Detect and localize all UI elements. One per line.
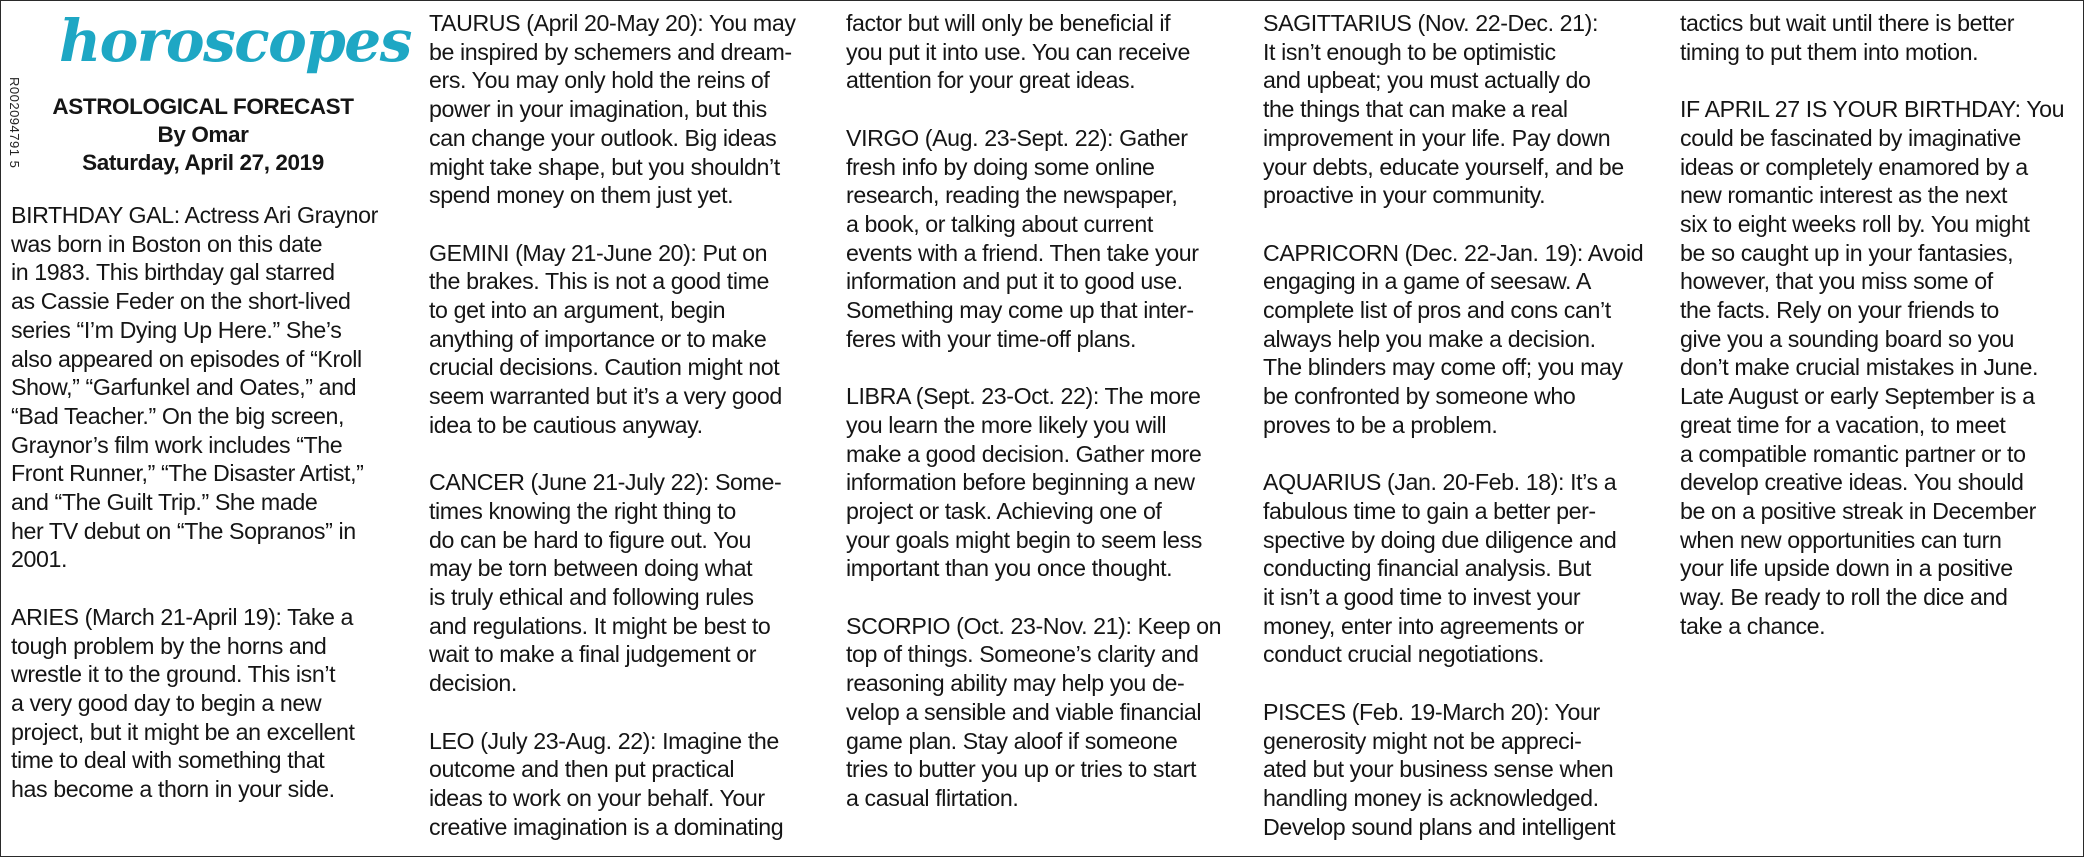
text-line: VIRGO (Aug. 23-Sept. 22): Gather [846,124,1188,151]
text-line: however, that you miss some of [1680,268,1993,295]
column-2 [429,9,837,854]
text-line: LIBRA (Sept. 23-Oct. 22): The more [846,383,1201,410]
text-line: Something may come up that inter- [846,297,1194,324]
horoscope-paragraph [429,727,837,842]
text-line: seem warranted but it’s a very good [429,383,782,410]
text-line: IF APRIL 27 IS YOUR BIRTHDAY: You [1680,96,2065,123]
text-line: LEO (July 23-Aug. 22): Imagine the [429,727,779,754]
text-line: It isn’t enough to be optimistic [1263,38,1556,65]
text-line: AQUARIUS (Jan. 20-Feb. 18): It’s a [1263,469,1617,496]
text-line: conducting financial analysis. But [1263,555,1591,582]
text-line: time to deal with something that [11,747,325,774]
horoscope-paragraph [1680,95,2088,640]
text-line: outcome and then put practical [429,756,735,783]
horoscope-paragraph [846,9,1254,95]
text-line: velop a sensible and viable financial [846,698,1202,725]
text-line: ated but your business sense when [1263,756,1614,783]
text-line: six to eight weeks roll by. You might [1680,210,2030,237]
forecast-subtitle: ASTROLOGICAL FORECAST [52,94,354,119]
text-line: the facts. Rely on your friends to [1680,297,1999,324]
text-line: series “I’m Dying Up Here.” She’s [11,316,342,343]
serial-number: R002094791 5 [7,77,22,169]
forecast-date: Saturday, April 27, 2019 [82,150,324,175]
text-line: project or task. Achieving one of [846,497,1162,524]
text-line: SCORPIO (Oct. 23-Nov. 21): Keep on [846,612,1222,639]
text-line: might take shape, but you shouldn’t [429,153,780,180]
text-line: give you a sounding board so you [1680,325,2014,352]
text-line: factor but will only be beneficial if [846,10,1171,36]
text-line: and “The Guilt Trip.” She made [11,489,318,516]
text-line: is truly ethical and following rules [429,584,754,611]
text-line: you learn the more likely you will [846,411,1167,438]
text-line: don’t make crucial mistakes in June. [1680,354,2039,381]
text-line: CANCER (June 21-July 22): Some- [429,469,782,496]
text-line: to get into an argument, begin [429,297,726,324]
text-line: take a chance. [1680,612,1826,639]
horoscope-paragraph [1680,9,2088,66]
text-line: great time for a vacation, to meet [1680,411,2006,438]
text-line: decision. [429,670,517,697]
text-line: project, but it might be an excellent [11,718,355,745]
column-5 [1680,9,2088,854]
text-line: ARIES (March 21-April 19): Take a [11,603,354,630]
horoscope-paragraph [11,603,419,804]
text-line: Show,” “Garfunkel and Oates,” and [11,374,357,401]
horoscope-paragraph [846,612,1254,813]
text-line: a book, or talking about current [846,210,1153,237]
text-line: TAURUS (April 20-May 20): You may [429,10,796,36]
text-line: complete list of pros and cons can’t [1263,297,1611,324]
text-line: the things that can make a real [1263,96,1568,123]
text-line: wait to make a final judgement or [429,641,757,668]
text-line: spend money on them just yet. [429,182,734,209]
text-line: important than you once thought. [846,555,1173,582]
text-line: improvement in your life. Pay down [1263,124,1611,151]
text-line: handling money is acknowledged. [1263,784,1599,811]
text-line: 2001. [11,546,68,573]
horoscope-paragraph [846,124,1254,354]
text-line: make a good decision. Gather more [846,440,1202,467]
horoscope-paragraph [846,382,1254,583]
text-line: Late August or early September is a [1680,383,2035,410]
text-line: may be torn between doing what [429,555,753,582]
horoscope-paragraph [1263,239,1671,440]
byline: By Omar [157,122,249,147]
text-line: tactics but wait until there is better [1680,10,2015,36]
masthead [7,1,419,197]
text-line: fabulous time to gain a better per- [1263,497,1596,524]
text-line: GEMINI (May 21-June 20): Put on [429,239,768,266]
column-3 [846,9,1254,854]
text-line: was born in Boston on this date [11,230,323,257]
text-line: wrestle it to the ground. This isn’t [11,661,336,688]
text-line: proves to be a problem. [1263,411,1498,438]
text-line: ideas or completely enamored by a [1680,153,2028,180]
horoscopes-logo: horoscopes [59,7,411,75]
text-line: ideas to work on your behalf. Your [429,784,765,811]
text-line: in 1983. This birthday gal starred [11,259,335,286]
text-line: money, enter into agreements or [1263,612,1584,639]
column-4 [1263,9,1671,854]
text-line: can change your outlook. Big ideas [429,124,777,151]
horoscope-paragraph [11,201,419,574]
text-line: new romantic interest as the next [1680,182,2008,209]
text-line: as Cassie Feder on the short-lived [11,288,351,315]
text-line: the brakes. This is not a good time [429,268,770,295]
text-line: feres with your time-off plans. [846,325,1137,352]
text-line: develop creative ideas. You should [1680,469,2024,496]
text-line: you put it into use. You can receive [846,38,1190,65]
text-line: power in your imagination, but this [429,96,767,123]
text-line: her TV debut on “The Sopranos” in [11,517,356,544]
text-line: conduct crucial negotiations. [1263,641,1544,668]
text-line: ers. You may only hold the reins of [429,67,770,94]
text-line: research, reading the newspaper, [846,182,1178,209]
text-line: always help you make a decision. [1263,325,1596,352]
text-line: The blinders may come off; you may [1263,354,1623,381]
text-line: events with a friend. Then take your [846,239,1199,266]
text-line: when new opportunities can turn [1680,526,2002,553]
text-line: also appeared on episodes of “Kroll [11,345,362,372]
text-line: tough problem by the horns and [11,632,327,659]
text-line: spective by doing due diligence and [1263,526,1617,553]
text-line: and regulations. It might be best to [429,612,771,639]
text-line: Graynor’s film work includes “The [11,431,343,458]
text-line: way. Be ready to roll the dice and [1680,584,2008,611]
text-line: information before beginning a new [846,469,1195,496]
text-line: idea to be cautious anyway. [429,411,703,438]
text-line: “Bad Teacher.” On the big screen, [11,402,345,429]
horoscope-paragraph [1263,9,1671,210]
text-line: generosity might not be appreci- [1263,727,1582,754]
text-line: top of things. Someone’s clarity and [846,641,1199,668]
text-line: engaging in a game of seesaw. A [1263,268,1591,295]
horoscope-paragraph [429,239,837,440]
text-line: times knowing the right thing to [429,497,736,524]
text-line: be so caught up in your fantasies, [1680,239,2014,266]
text-line: a very good day to begin a new [11,689,322,716]
text-line: be on a positive streak in December [1680,497,2036,524]
text-line: tries to butter you up or tries to start [846,756,1197,783]
text-line: Front Runner,” “The Disaster Artist,” [11,460,364,487]
text-line: Develop sound plans and intelligent [1263,813,1616,840]
text-line: proactive in your community. [1263,182,1546,209]
text-line: BIRTHDAY GAL: Actress Ari Graynor [11,202,378,228]
text-line: a casual flirtation. [846,784,1019,811]
text-line: your life upside down in a positive [1680,555,2013,582]
text-line: crucial decisions. Caution might not [429,354,780,381]
column-1-body [11,201,419,832]
text-line: your debts, educate yourself, and be [1263,153,1624,180]
text-line: be confronted by someone who [1263,383,1576,410]
text-line: your goals might begin to seem less [846,526,1202,553]
horoscope-paragraph [429,9,837,210]
text-line: game plan. Stay aloof if someone [846,727,1178,754]
text-line: CAPRICORN (Dec. 22-Jan. 19): Avoid [1263,239,1644,266]
text-line: attention for your great ideas. [846,67,1136,94]
text-line: a compatible romantic partner or to [1680,440,2026,467]
text-line: could be fascinated by imaginative [1680,124,2021,151]
text-line: reasoning ability may help you de- [846,670,1185,697]
text-line: anything of importance or to make [429,325,767,352]
text-line: PISCES (Feb. 19-March 20): Your [1263,698,1600,725]
horoscope-paragraph [1263,698,1671,842]
text-line: be inspired by schemers and dream- [429,38,792,65]
text-line: and upbeat; you must actually do [1263,67,1591,94]
text-line: information and put it to good use. [846,268,1183,295]
column-1 [7,1,419,846]
text-line: it isn’t a good time to invest your [1263,584,1581,611]
forecast-header [23,93,383,177]
horoscope-paragraph [1263,468,1671,669]
text-line: has become a thorn in your side. [11,776,335,803]
text-line: fresh info by doing some online [846,153,1155,180]
text-line: timing to put them into motion. [1680,38,1979,65]
text-line: SAGITTARIUS (Nov. 22-Dec. 21): [1263,10,1599,36]
text-line: do can be hard to figure out. You [429,526,751,553]
text-line: creative imagination is a dominating [429,813,784,840]
horoscope-paragraph [429,468,837,698]
